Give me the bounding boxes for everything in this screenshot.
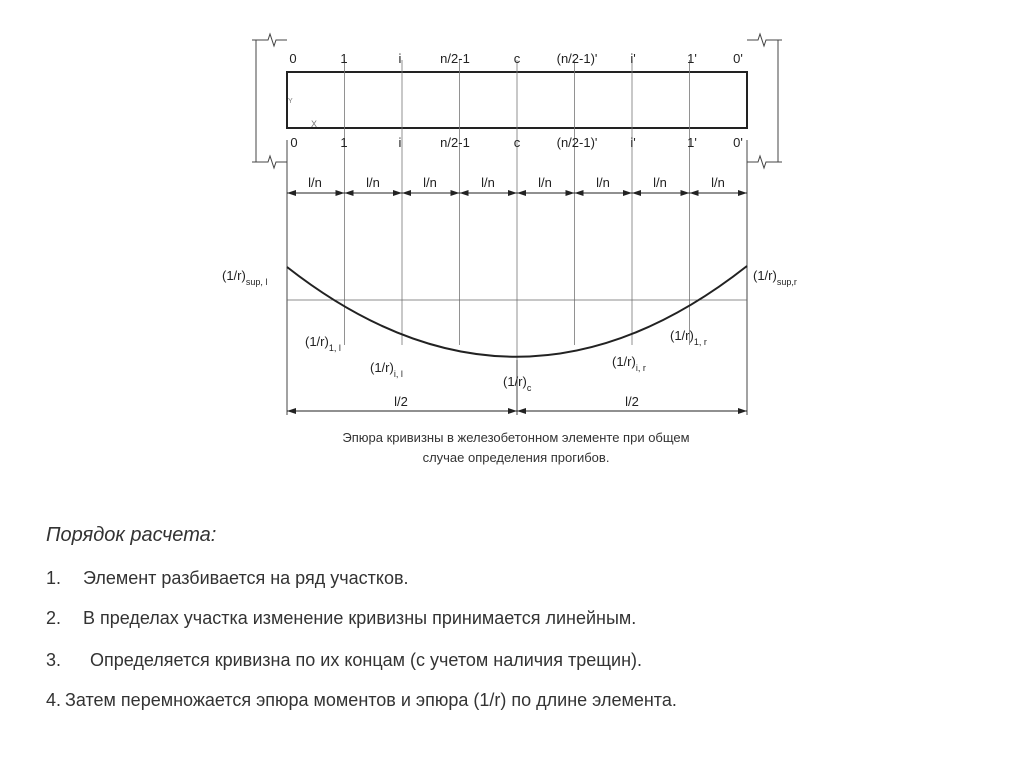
step-text: Элемент разбивается на ряд участков. — [83, 568, 409, 588]
bottom-section-labels — [290, 135, 742, 150]
segment-label-4: l/n — [481, 175, 495, 190]
top-label-i-prime: i' — [630, 51, 636, 66]
top-label-1-prime: 1' — [687, 51, 697, 66]
top-label-1: 1 — [340, 51, 348, 66]
segment-label-5: l/n — [538, 175, 552, 190]
step-text: Определяется кривизна по их концам (с учетом наличия трещин). — [90, 650, 643, 670]
segment-arrow-in — [508, 190, 517, 196]
curvature-sup-left-label — [222, 268, 267, 287]
segment-arrow-in — [681, 190, 690, 196]
curvature-first-right-label — [670, 328, 707, 347]
segment-arrow-out — [460, 190, 469, 196]
top-label-n2-1: n/2-1 — [440, 51, 470, 66]
segment-arrow-out — [690, 190, 699, 196]
top-label-n2-1-prime: (n/2-1)' — [556, 51, 598, 66]
diagram-caption-line-1: Эпюра кривизны в железобетонном элементе при общем — [342, 430, 690, 445]
segment-arrow-start — [287, 190, 296, 196]
segment-arrow-in — [623, 190, 632, 196]
svg-text:(1/r)c: $(1/r)_c$ — [503, 374, 532, 393]
top-label-i: i — [398, 51, 402, 66]
step-number: 2. — [46, 608, 62, 628]
segment-arrow-in — [336, 190, 345, 196]
segment-arrow-out — [517, 190, 526, 196]
procedure-step-1 — [46, 568, 409, 589]
curvature-first-left-label — [305, 334, 341, 353]
curvature-i-left-label — [370, 360, 403, 379]
segment-arrow-out — [345, 190, 354, 196]
procedure-title: Порядок расчета: — [46, 524, 217, 546]
segment-arrow-out — [575, 190, 584, 196]
svg-text:(1/r)i, l: $(1/r)_{i, l}$ — [370, 360, 403, 379]
half-arrow-end — [738, 408, 747, 414]
svg-text:(1/r)1, r: $(1/r)_{1, r}$ — [670, 328, 707, 347]
procedure-step-3 — [46, 650, 642, 671]
half-arrow-start — [287, 408, 296, 414]
section-lines — [345, 60, 690, 360]
half-arrow-in — [508, 408, 517, 414]
procedure-step-2 — [46, 608, 636, 629]
segment-arrow-end — [738, 190, 747, 196]
step-number: 1. — [46, 568, 62, 588]
segment-label-2: l/n — [366, 175, 380, 190]
diagram-caption-line-2: случае определения прогибов. — [422, 450, 610, 465]
segment-arrow-in — [451, 190, 460, 196]
half-arrow-out — [517, 408, 526, 414]
segment-arrow-in — [566, 190, 575, 196]
right-break-lines — [747, 34, 782, 168]
half-label-left: l/2 — [394, 394, 408, 409]
segment-label-1: l/n — [308, 175, 322, 190]
half-label-right: l/2 — [625, 394, 639, 409]
bottom-label-0-prime: 0' — [733, 135, 743, 150]
top-section-labels — [289, 51, 742, 66]
segment-label-3: l/n — [423, 175, 437, 190]
step-number: 3. — [46, 650, 62, 670]
bottom-label-0: 0 — [290, 135, 298, 150]
segment-arrow-out — [632, 190, 641, 196]
svg-text:(1/r)1, l: $(1/r)_{1, l}$ — [305, 334, 341, 353]
bottom-label-n2-1-prime: (n/2-1)' — [556, 135, 598, 150]
bottom-label-c: c — [513, 135, 521, 150]
top-label-0: 0 — [289, 51, 297, 66]
axis-y-label: Y — [288, 98, 293, 105]
curvature-sup-right-label — [753, 268, 797, 287]
segment-label-7: l/n — [653, 175, 667, 190]
bottom-label-1-prime: 1' — [687, 135, 697, 150]
svg-text:(1/r)sup, l: $(1/r)_{sup, l}$ — [222, 268, 268, 287]
procedure-step-4 — [46, 690, 677, 711]
bottom-label-i-prime: i' — [630, 135, 636, 150]
segment-label-8: l/n — [711, 175, 725, 190]
axis-x-label: X — [311, 119, 318, 129]
segment-label-6: l/n — [596, 175, 610, 190]
svg-text:(1/r)sup,r: $(1/r)_{sup,r}$ — [753, 268, 797, 287]
segment-arrow-out — [402, 190, 411, 196]
svg-text:(1/r)i, r: $(1/r)_{i, r}$ — [612, 354, 646, 373]
bottom-label-i: i — [398, 135, 402, 150]
left-break-lines — [252, 34, 287, 168]
top-label-c: c — [513, 51, 521, 66]
top-label-0-prime: 0' — [733, 51, 743, 66]
step-number: 4. — [46, 690, 62, 710]
bottom-label-n2-1: n/2-1 — [440, 135, 470, 150]
step-text: В пределах участка изменение кривизны принимается линейным. — [83, 608, 637, 628]
segment-arrow-in — [393, 190, 402, 196]
bottom-label-1: 1 — [340, 135, 348, 150]
segment-labels — [308, 175, 725, 190]
curvature-i-right-label — [612, 354, 646, 373]
step-text: Затем перемножается эпюра моментов и эпюра (1/r) по длине элемента. — [65, 690, 677, 710]
